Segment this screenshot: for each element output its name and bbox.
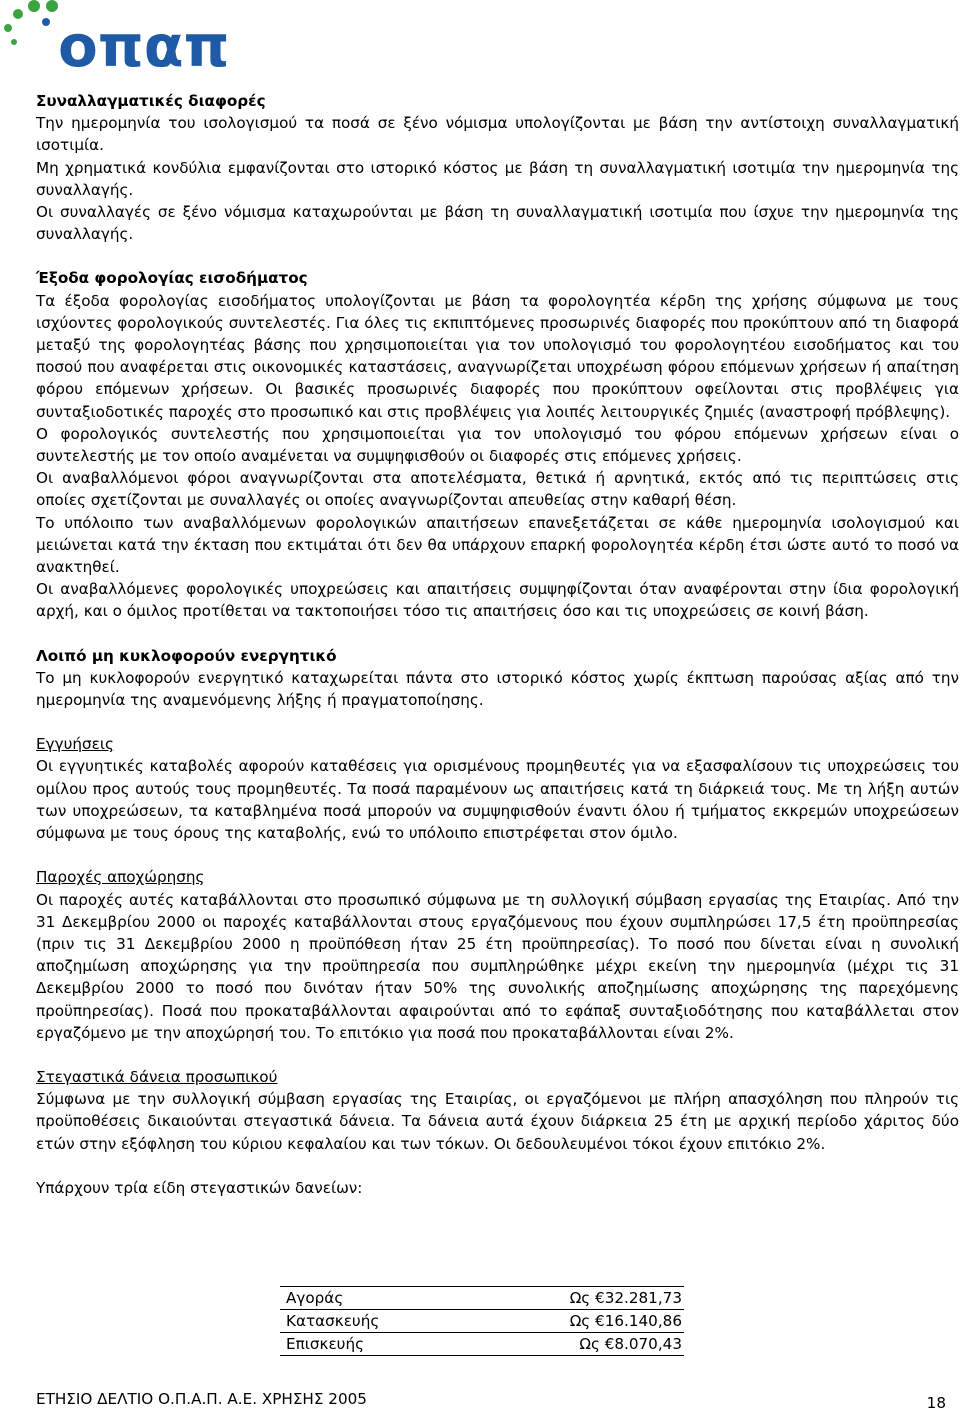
table-row <box>280 1310 684 1333</box>
loan-amount: Ως €8.070,43 <box>536 1333 684 1356</box>
paragraph: Το μη κυκλοφορούν ενεργητικό καταχωρείται πάντα στο ιστορικό κόστος χωρίς έκπτωση παρούσας αξίας από την ημερομηνία της αναμενόμενης λήξης ή πραγματοποίησης. <box>36 668 959 710</box>
section-severance <box>36 866 959 1044</box>
logo-star-icon <box>4 0 58 45</box>
paragraph: Μη χρηματικά κονδύλια εμφανίζονται στο ιστορικό κόστος με βάση τη συναλλαγματική ισοτιμία την ημερομηνία της συναλλαγής. <box>36 158 959 199</box>
logo-wordmark: οπαπ <box>58 12 230 80</box>
paragraph: Ο φορολογικός συντελεστής που χρησιμοποιείται για τον υπολογισμό του φόρου επόμενων χρήσεων είναι ο συντελεστής με τον οποίο αναμένεται να συμψηφισθούν οι διαφορές στις επόμενες χρήσεις. <box>36 424 959 466</box>
loan-type: Κατασκευής <box>280 1310 536 1333</box>
section-guarantees <box>36 733 959 844</box>
section-income-tax <box>36 267 959 622</box>
table-row <box>280 1287 684 1310</box>
paragraph: Οι εγγυητικές καταβολές αφορούν καταθέσεις για ορισμένους προμηθευτές για να εξασφαλίσουν τις υποχρεώσεις του ομίλου προς αυτούς τους προμηθευτές. Τα ποσά παραμένουν ως απαιτήσεις κατά τη διάρκειά τους. Με τη λήξη αυτών των υποχρεώσεων, τα καταβλημένα ποσά μπορούν να συμψηφισθούν έναντι όλου ή τμήματος εκκρεμών υποχρεώσεων σύμφωνα με τους όρους της καταβολής, ενώ το υπόλοιπο επιστρέφεται στον όμιλο. <box>36 757 959 843</box>
paragraph: Οι αναβαλλόμενοι φόροι αναγνωρίζονται στα αποτελέσματα, θετικά ή αρνητικά, εκτός από τις περιπτώσεις στις οποίες σχετίζονται με συναλλαγές οι οποίες αναγνωρίζονται απευθείας στην καθαρή θέση. <box>36 469 959 510</box>
section-noncurrent-assets <box>36 645 959 712</box>
loan-table <box>280 1286 684 1356</box>
document-body <box>36 90 959 1199</box>
footer-title: ΕΤΗΣΙΟ ΔΕΛΤΙΟ Ο.Π.Α.Π. Α.Ε. ΧΡΗΣΗΣ 2005 <box>36 1390 367 1408</box>
opap-logo <box>0 0 230 82</box>
loan-intro: Υπάρχουν τρία είδη στεγαστικών δανείων: <box>36 1178 363 1197</box>
severance-heading: Παροχές αποχώρησης <box>36 868 205 887</box>
paragraph: Οι αναβαλλόμενες φορολογικές υποχρεώσεις και απαιτήσεις συμψηφίζονται όταν αναφέρονται στην ίδια φορολογική αρχή, και ο όμιλος προτίθεται να τακτοποιήσει τόσο τις απαιτήσεις όσο και τις υποχρεώσεις σε κοινή βάση. <box>36 580 959 621</box>
noncurrent-heading: Λοιπό μη κυκλοφορούν ενεργητικό <box>36 646 337 665</box>
page-number: 18 <box>926 1394 946 1412</box>
paragraph: Οι παροχές αυτές καταβάλλονται στο προσωπικό σύμφωνα με τη συλλογική σύμβαση εργασίας της Εταιρίας. Από την 31 Δεκεμβρίου 2000 οι παροχές καταβάλλονται στους εργαζόμενους που έχουν συμπληρώσει 17,5 έτη προϋπηρεσίας (πριν τις 31 Δεκεμβρίου 2000 η προϋπόθεση ήταν 25 έτη προϋπηρεσίας). Το ποσό που δίνεται είναι η συνολική αποζημίωση αποχώρησης για την προϋπηρεσία που συμπληρώθηκε μέχρι εκείνη την ημερομηνία (μέχρι τις 31 Δεκεμβρίου 2000 το ποσό που δινόταν ήταν 50% της συνολικής αποζημίωσης αποχώρησης της παρεχόμενης προϋπηρεσίας). Ποσά που προκαταβάλλονται αφαιρούνται από το εφάπαξ συνταξιοδότησης που καταβάλλεται στον εργαζόμενο με την αποχώρησή του. Το επιτόκιο για ποσά που προκαταβάλλονται είναι 2%. <box>36 890 959 1042</box>
loan-type: Επισκευής <box>280 1333 536 1356</box>
fx-heading: Συναλλαγματικές διαφορές <box>36 92 266 110</box>
paragraph: Την ημερομηνία του ισολογισμού τα ποσά σε ξένο νόμισμα υπολογίζονται με βάση την αντίστοιχη συναλλαγματική ισοτιμία. <box>36 114 959 155</box>
loan-amount: Ως €32.281,73 <box>536 1287 684 1310</box>
paragraph: Σύμφωνα με την συλλογική σύμβαση εργασίας της Εταιρίας, οι εργαζόμενοι με πλήρη απασχόληση που πληρούν τις προϋποθέσεις δικαιούνται στεγαστικά δάνεια. Τα δάνεια αυτά έχουν διάρκεια 25 έτη με αρχική περίοδο χάριτος δύο ετών στην εξόφληση του κύριου κεφαλαίου και των τόκων. Οι δεδουλευμένοι τόκοι έχουν επιτόκιο 2%. <box>36 1090 959 1153</box>
guarantees-heading: Εγγυήσεις <box>36 735 114 754</box>
section-loan-intro <box>36 1177 959 1199</box>
tax-heading: Έξοδα φορολογίας εισοδήματος <box>36 269 308 288</box>
paragraph: Τα έξοδα φορολογίας εισοδήματος υπολογίζονται με βάση τα φορολογητέα κέρδη της χρήσης σύμφωνα με τους ισχύοντες φορολογικούς συντελεστές. Για όλες τις εκπιπτόμενες προσωρινές διαφορές που προκύπτουν από τη διαφορά μεταξύ της φορολογητέας βάσης που χρησιμοποιείται για τον υπολογισμό του φορολογητέου εισοδήματος και του ποσού που αναφέρεται στις οικονομικές καταστάσεις, αναγνωρίζεται υποχρέωση φόρου επόμενων χρήσεων ή απαίτηση φόρου επόμενων χρήσεων. Οι βασικές προσωρινές διαφορές που προκύπτουν οφείλονται στις προβλέψεις για συνταξιοδοτικές παροχές στο προσωπικό και στις προβλέψεις για λοιπές λειτουργικές ζημιές (αναστροφή πρόβλεψης). <box>36 291 959 421</box>
section-fx <box>36 90 959 245</box>
housing-heading: Στεγαστικά δάνεια προσωπικού <box>36 1067 278 1086</box>
loan-type: Αγοράς <box>280 1287 536 1310</box>
table-row <box>280 1333 684 1356</box>
loan-amount: Ως €16.140,86 <box>536 1310 684 1333</box>
paragraph: Οι συναλλαγές σε ξένο νόμισμα καταχωρούνται με βάση τη συναλλαγματική ισοτιμία που ίσχυε την ημερομηνία της συναλλαγής. <box>36 203 959 244</box>
section-housing-loans <box>36 1066 959 1155</box>
paragraph: Το υπόλοιπο των αναβαλλόμενων φορολογικών απαιτήσεων επανεξετάζεται σε κάθε ημερομηνία ισολογισμού και μειώνεται κατά την έκταση που εκτιμάται ότι δεν θα υπάρχουν επαρκή φορολογητέα κέρδη έτσι ώστε αυτό το ποσό να ανακτηθεί. <box>36 513 959 577</box>
